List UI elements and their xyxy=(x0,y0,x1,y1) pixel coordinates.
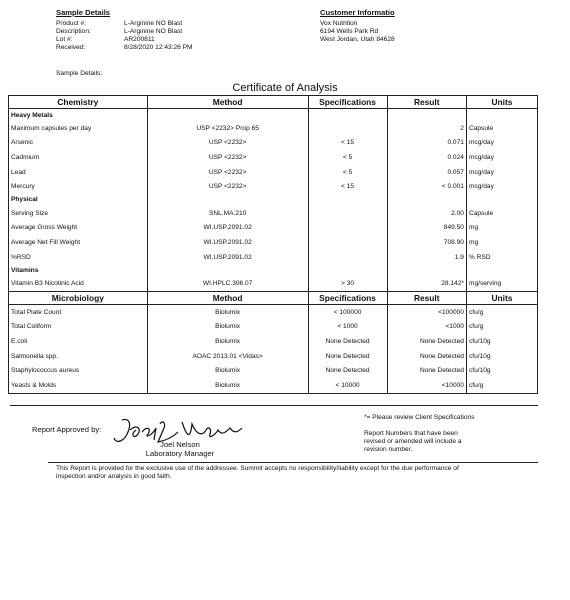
test-name: Yeasts & Molds xyxy=(9,378,148,393)
result: None Detected xyxy=(387,334,466,349)
table-row xyxy=(9,206,538,221)
column-header: Units xyxy=(466,291,537,304)
specification: < 5 xyxy=(308,150,387,165)
specification: < 1000 xyxy=(308,320,387,335)
sample-details-block xyxy=(56,20,193,52)
column-header: Chemistry xyxy=(9,96,148,109)
customer-line: West Jordan, Utah 84628 xyxy=(320,36,395,43)
chemistry-header-row xyxy=(9,96,538,109)
column-header: Result xyxy=(387,96,466,109)
result: < 0.001 xyxy=(387,179,466,194)
specification: None Detected xyxy=(308,334,387,349)
analysis-table xyxy=(8,95,538,394)
specification: None Detected xyxy=(308,363,387,378)
test-name: Average Gross Weight xyxy=(9,221,148,236)
field-label: Lot #: xyxy=(56,36,73,43)
column-header: Microbiology xyxy=(9,291,148,304)
method: SNL.MA.210 xyxy=(147,206,308,221)
section-divider xyxy=(10,405,538,406)
method: AOAC 2013.01 <Vidas> xyxy=(147,349,308,364)
disclaimer xyxy=(56,465,459,481)
specification: < 15 xyxy=(308,179,387,194)
section-label: Heavy Metals xyxy=(9,109,148,122)
column-header: Method xyxy=(147,96,308,109)
table-row xyxy=(9,304,538,319)
units: mcg/day xyxy=(466,165,537,180)
section-label: Physical xyxy=(9,194,148,206)
test-name: Arsenic xyxy=(9,136,148,151)
result: 0.057 xyxy=(387,165,466,180)
units: cfu/g xyxy=(466,378,537,393)
field-value: L-Arginine NO Blast xyxy=(124,28,183,35)
result: 849.50 xyxy=(387,221,466,236)
section-row xyxy=(9,264,538,276)
units: cfu/g xyxy=(466,304,537,319)
result: 1.9 xyxy=(387,250,466,265)
table-row xyxy=(9,378,538,393)
units: mg xyxy=(466,235,537,250)
note-line: Report Numbers that have been xyxy=(364,430,458,437)
specification: < 100000 xyxy=(308,304,387,319)
footer-divider xyxy=(48,462,538,463)
sample-field-description xyxy=(56,28,193,36)
approver-block xyxy=(130,440,230,458)
units: mg/serving xyxy=(466,276,537,291)
result: 2 xyxy=(387,121,466,136)
table-row xyxy=(9,349,538,364)
customer-info-block xyxy=(320,20,395,44)
table-row xyxy=(9,165,538,180)
method: USP <2232> xyxy=(147,150,308,165)
method: WI.USP.2091.02 xyxy=(147,221,308,236)
sample-details-heading: Sample Details xyxy=(56,8,111,17)
specification xyxy=(308,221,387,236)
approved-by-label: Report Approved by: xyxy=(32,425,102,434)
result: 28.142* xyxy=(387,276,466,291)
sample-details-label: Sample Details: xyxy=(56,70,103,77)
note-line: revision number. xyxy=(364,446,413,453)
result: 0.024 xyxy=(387,150,466,165)
specification xyxy=(308,235,387,250)
microbiology-header-row xyxy=(9,291,538,304)
section-label: Vitamins xyxy=(9,264,148,276)
disclaimer-line: inspection and/or analysis in good faith. xyxy=(56,473,172,480)
test-name: Lead xyxy=(9,165,148,180)
test-name: Staphylococcus aureus xyxy=(9,363,148,378)
section-row xyxy=(9,194,538,206)
method: Biolumix xyxy=(147,334,308,349)
certificate-title: Certificate of Analysis xyxy=(232,82,338,94)
sample-field-lot xyxy=(56,36,193,44)
approver-name: Joel Nelson xyxy=(160,440,200,449)
test-name: Salmonella spp. xyxy=(9,349,148,364)
test-name: Cadmium xyxy=(9,150,148,165)
result: <100000 xyxy=(387,304,466,319)
units: cfu/10g xyxy=(466,363,537,378)
disclaimer-line: This Report is provided for the exclusive use of the addressee. Summit accepts no responsibility/liability except for the due performance of xyxy=(56,465,459,472)
customer-line: 6194 Wells Park Rd xyxy=(320,28,379,35)
result: <1000 xyxy=(387,320,466,335)
customer-info-heading: Customer Informatio xyxy=(320,8,395,17)
specification: None Detected xyxy=(308,349,387,364)
specification: > 30 xyxy=(308,276,387,291)
units: mg xyxy=(466,221,537,236)
sample-field-received xyxy=(56,44,193,52)
field-label: Description: xyxy=(56,28,91,35)
specification: < 5 xyxy=(308,165,387,180)
result: 2.00 xyxy=(387,206,466,221)
units: mcg/day xyxy=(466,179,537,194)
method: Biolumix xyxy=(147,320,308,335)
customer-line: Vox Nutrition xyxy=(320,20,358,27)
approver-role: Laboratory Manager xyxy=(145,449,215,458)
method: USP <2232> xyxy=(147,136,308,151)
test-name: Total Plate Count xyxy=(9,304,148,319)
amendment-note xyxy=(364,430,462,454)
column-header: Method xyxy=(147,291,308,304)
method: Biolumix xyxy=(147,378,308,393)
table-row xyxy=(9,363,538,378)
column-header: Result xyxy=(387,291,466,304)
test-name: Maximum capsules per day xyxy=(9,121,148,136)
specification: < 15 xyxy=(308,136,387,151)
column-header: Specifications xyxy=(308,291,387,304)
table-row xyxy=(9,276,538,291)
sample-field-product xyxy=(56,20,193,28)
result: <10000 xyxy=(387,378,466,393)
method: Biolumix xyxy=(147,304,308,319)
units: cfu/10g xyxy=(466,334,537,349)
field-label: Product #: xyxy=(56,20,87,27)
specification: < 10000 xyxy=(308,378,387,393)
result: 708.90 xyxy=(387,235,466,250)
method: WI.HPLC.306.07 xyxy=(147,276,308,291)
result: None Detected xyxy=(387,363,466,378)
table-row xyxy=(9,250,538,265)
method: USP <2232> Prop 65 xyxy=(147,121,308,136)
units: % RSD xyxy=(466,250,537,265)
client-spec-note: *= Please review Client Specifications xyxy=(364,414,475,421)
table-row xyxy=(9,235,538,250)
field-value: 8/28/2020 12:43:26 PM xyxy=(124,44,193,51)
test-name: Mercury xyxy=(9,179,148,194)
table-row xyxy=(9,221,538,236)
method: USP <2232> xyxy=(147,165,308,180)
column-header: Specifications xyxy=(308,96,387,109)
units: cfu/g xyxy=(466,320,537,335)
test-name: Serving Size xyxy=(9,206,148,221)
units: Capsule xyxy=(466,206,537,221)
table-row xyxy=(9,136,538,151)
test-name: %RSD xyxy=(9,250,148,265)
units: mcg/day xyxy=(466,136,537,151)
specification xyxy=(308,121,387,136)
method: WI.USP.2091.02 xyxy=(147,250,308,265)
result: None Detected xyxy=(387,349,466,364)
test-name: Average Net Fill Weight xyxy=(9,235,148,250)
table-row xyxy=(9,150,538,165)
table-row xyxy=(9,320,538,335)
specification xyxy=(308,206,387,221)
result: 0.071 xyxy=(387,136,466,151)
units: mcg/day xyxy=(466,150,537,165)
table-row xyxy=(9,334,538,349)
test-name: Total Coliform xyxy=(9,320,148,335)
method: WI.USP.2091.02 xyxy=(147,235,308,250)
field-value: AR200811 xyxy=(124,36,155,43)
section-row xyxy=(9,109,538,122)
units: Capsule xyxy=(466,121,537,136)
field-label: Received: xyxy=(56,44,86,51)
field-value: L-Arginine NO Blast xyxy=(124,20,183,27)
units: cfu/10g xyxy=(466,349,537,364)
table-row xyxy=(9,179,538,194)
test-name: E.coli xyxy=(9,334,148,349)
specification xyxy=(308,250,387,265)
test-name: Vitamin B3 Nicotinic Acid xyxy=(9,276,148,291)
table-row xyxy=(9,121,538,136)
column-header: Units xyxy=(466,96,537,109)
method: Biolumix xyxy=(147,363,308,378)
note-line: revised or amended will include a xyxy=(364,438,462,445)
method: USP <2232> xyxy=(147,179,308,194)
